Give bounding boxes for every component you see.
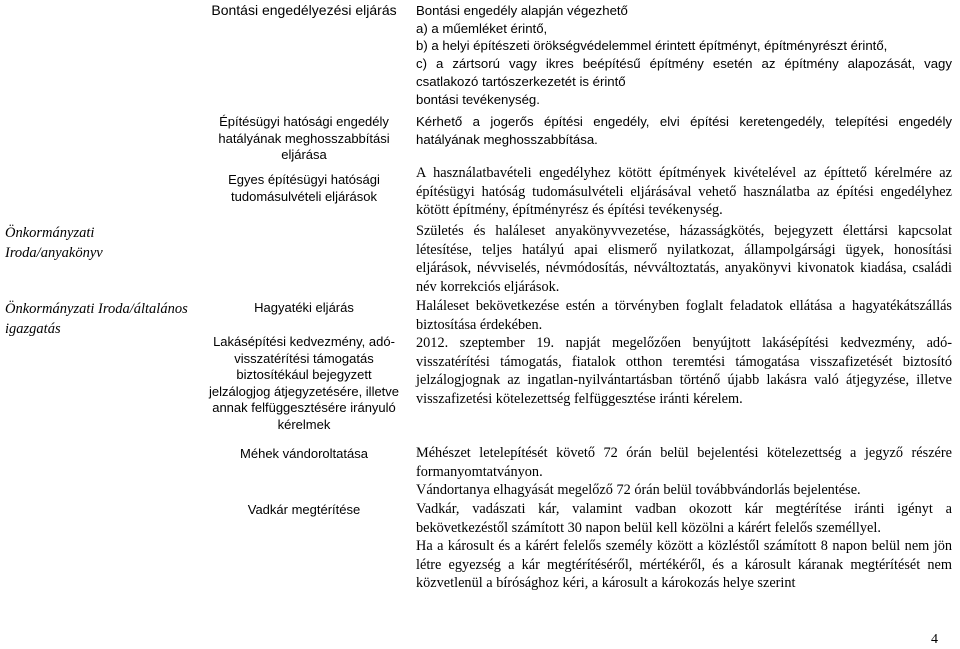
procedure-lakasepitesi: Lakásépítési kedvezmény, adó- visszatérítési támogatás biztosítékául bejegyzett jelzálogjog átjegyzetésére, illetve annak felfüggesztésére irányuló kérelmek	[208, 334, 400, 432]
description-vadkar	[416, 500, 952, 593]
procedure-vadkar: Vadkár megtérítése	[247, 502, 361, 517]
procedure-hatalyhosszabbitas: Építésügyi hatósági engedély hatályának meghosszabbítási eljárása	[218, 114, 390, 162]
description-line: Ha a károsult és a kárért felelős személy között a közléstől számított 8 napon belül nem jön létre egyezség a kár megtérítéséről, mértékéről, és a károsult káranak megtérítését nem közvetlenül a bírósághoz kéri, a károsult a károkozás helye szerint	[416, 538, 952, 592]
description-hagyateki: Haláleset bekövetkezése estén a törvényben foglalt feladatok ellátása a hagyatékátszállás biztosítása érdekében.	[416, 298, 952, 333]
procedure-hagyateki: Hagyatéki eljárás	[254, 300, 354, 315]
description-column	[416, 0, 952, 600]
procedure-tudomasulveteli: Egyes építésügyi hatósági tudomásulvételi eljárások	[228, 172, 380, 204]
description-line: Méhészet letelepítését követő 72 órán belül bejelentési kötelezettség a jegyző részére formanyomtatványon.	[416, 445, 952, 480]
description-line: a) a műemléket érintő,	[416, 20, 548, 36]
description-line: Vadkár, vadászati kár, valamint vadban okozott kár megtérítése iránti igényt a bekövetkezéstől számított 30 napon belül kell közölni a kárért felelős személlyel.	[416, 501, 952, 536]
page-number: 4	[931, 632, 938, 647]
procedure-mehek: Méhek vándoroltatása	[240, 446, 368, 461]
description-line: c) a zártsorú vagy ikres beépítésű építmény esetén az építmény alapozását, vagy csatlakozó tartószerkezetét is érintő	[416, 56, 952, 89]
description-line: Vándortanya elhagyását megelőző 72 órán belül továbbvándorlás bejelentése.	[416, 482, 861, 499]
procedure-column	[205, 0, 403, 600]
description-line: Bontási engedély alapján végezhető	[416, 3, 628, 18]
office-column	[5, 0, 195, 600]
description-mehek	[416, 444, 952, 500]
description-lakasepitesi: 2012. szeptember 19. napját megelőzően benyújtott lakásépítési kedvezmény, adó-visszatérítési támogatás, fiatalok otthon teremtési támogatása visszafizetését biztosító jelzálogjognak az ingatlan-nyilvántartásban történő újabb lakásra való átjegyzése, illetve visszafizetési kötelezettség felfüggesztése iránti kérelem.	[416, 335, 952, 407]
description-bontasi	[416, 2, 952, 108]
description-anyakonyv: Születés és haláleset anyakönyvvezetése, házasságkötés, bejegyzett élettársi kapcsolat létesítése, teljes hatályú apai elismerő nyilatkozat, állampolgársági ügyek, honosítási eljárások, névviselés, névmódosítás, névváltoztatás, anyakönyvi kivonatok kiadása, családi név korrekciós eljárások.	[416, 223, 952, 295]
description-line: bontási tevékenység.	[416, 91, 540, 107]
description-tudomasulveteli: A használatbavételi engedélyhez kötött építmények kivételével az építtető kérelmére az építésügyi hatóság tudomásulvételi eljárásával vehető használatba az építési engedélyhez kötött építmény, építményrész és építési tevékenység.	[416, 165, 952, 219]
description-line: b) a helyi építészeti örökségvédelemmel érintett építményt, építményrészt érintő,	[416, 38, 888, 54]
procedure-bontasi: Bontási engedélyezési eljárás	[211, 2, 397, 18]
office-altalanos-igazgatas: Önkormányzati Iroda/általános igazgatás	[5, 301, 188, 337]
office-anyakonyv: Önkormányzati Iroda/anyakönyv	[5, 225, 103, 261]
description-hatalyhosszabbitas: Kérhető a jogerős építési engedély, elvi építési keretengedély, telepítési engedély hatályának meghosszabbítása.	[416, 114, 952, 147]
